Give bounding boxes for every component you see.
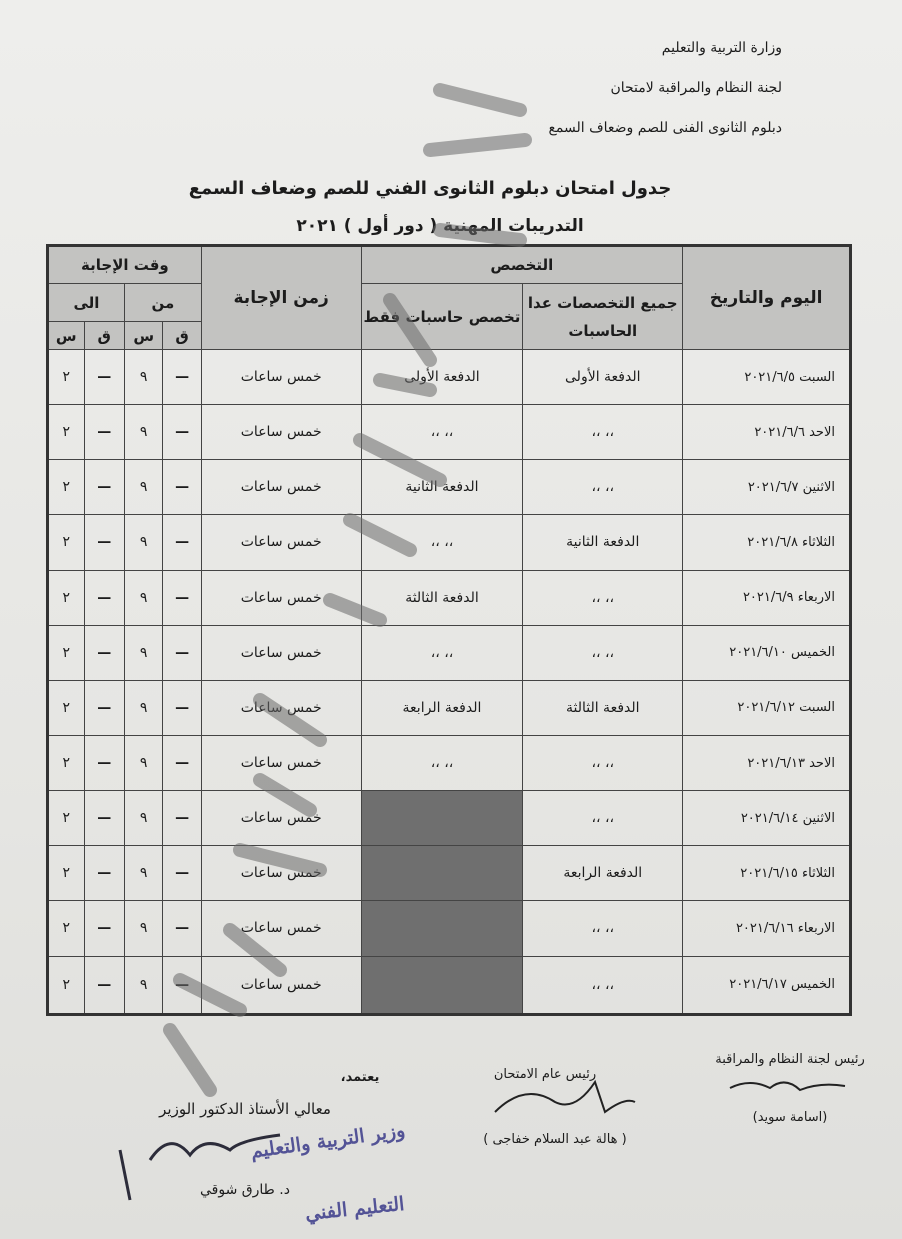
row-duration: خمس ساعات (201, 405, 361, 460)
row-all-specs: ،، ،، (523, 460, 683, 515)
table-row (48, 680, 851, 735)
table-row (48, 570, 851, 625)
row-to-s: ٢ (48, 680, 85, 735)
committee-head-title: رئيس لجنة النظام والمراقبة (715, 1052, 865, 1067)
row-to-q: — (84, 956, 124, 1014)
row-duration: خمس ساعات (201, 570, 361, 625)
row-computers: الدفعة الثالثة (361, 570, 523, 625)
row-from-s: ٩ (124, 460, 162, 515)
table-row (48, 460, 851, 515)
header-to-s: س (48, 322, 85, 350)
row-date: الثلاثاء ٢٠٢١/٦/١٥ (683, 846, 851, 901)
header-from-q: ق (163, 322, 201, 350)
row-all-specs: الدفعة الأولى (523, 350, 683, 405)
row-from-q: — (163, 460, 201, 515)
row-computers (361, 956, 523, 1014)
row-to-q: — (84, 460, 124, 515)
row-duration: خمس ساعات (201, 735, 361, 790)
row-to-q: — (84, 735, 124, 790)
row-all-specs: الدفعة الرابعة (523, 846, 683, 901)
exams-head-title: رئيس عام الامتحان (493, 1067, 597, 1082)
committee-name: لجنة النظام والمراقبة لامتحان (610, 80, 782, 96)
row-computers: ،، ،، (361, 405, 523, 460)
row-computers (361, 901, 523, 956)
table-row (48, 735, 851, 790)
header-day-date: اليوم والتاريخ (683, 246, 851, 350)
row-date: الخميس ٢٠٢١/٦/١٠ (683, 625, 851, 680)
row-duration: خمس ساعات (201, 901, 361, 956)
row-to-s: ٢ (48, 515, 85, 570)
table-row (48, 846, 851, 901)
row-date: الخميس ٢٠٢١/٦/١٧ (683, 956, 851, 1014)
row-to-s: ٢ (48, 625, 85, 680)
row-computers: الدفعة الثانية (361, 460, 523, 515)
table-row (48, 901, 851, 956)
row-date: الاثنين ٢٠٢١/٦/٧ (683, 460, 851, 515)
row-to-s: ٢ (48, 570, 85, 625)
minister-name: د. طارق شوقي (200, 1182, 290, 1198)
row-duration: خمس ساعات (201, 791, 361, 846)
row-date: الاربعاء ٢٠٢١/٦/١٦ (683, 901, 851, 956)
row-from-q: — (163, 350, 201, 405)
row-from-q: — (163, 405, 201, 460)
row-from-q: — (163, 515, 201, 570)
row-duration: خمس ساعات (201, 846, 361, 901)
committee-head-signature (730, 1082, 845, 1090)
header-all-specs: جميع التخصصات عدا الحاسبات (523, 284, 683, 350)
row-duration: خمس ساعات (201, 350, 361, 405)
row-from-q: — (163, 901, 201, 956)
row-from-s: ٩ (124, 956, 162, 1014)
exams-head-signature (495, 1082, 635, 1112)
table-row (48, 405, 851, 460)
row-from-q: — (163, 846, 201, 901)
row-duration: خمس ساعات (201, 680, 361, 735)
table-row (48, 956, 851, 1014)
row-to-q: — (84, 901, 124, 956)
row-from-s: ٩ (124, 405, 162, 460)
row-computers (361, 846, 523, 901)
row-to-q: — (84, 515, 124, 570)
row-date: الاحد ٢٠٢١/٦/٦ (683, 405, 851, 460)
row-to-q: — (84, 846, 124, 901)
header-duration: زمن الإجابة (201, 246, 361, 350)
diploma-name: دبلوم الثانوى الفنى للصم وضعاف السمع (548, 120, 782, 136)
row-from-q: — (163, 680, 201, 735)
row-all-specs: ،، ،، (523, 405, 683, 460)
row-date: الثلاثاء ٢٠٢١/٦/٨ (683, 515, 851, 570)
row-all-specs: الدفعة الثانية (523, 515, 683, 570)
row-all-specs: الدفعة الثالثة (523, 680, 683, 735)
row-date: السبت ٢٠٢١/٦/٥ (683, 350, 851, 405)
row-date: الاثنين ٢٠٢١/٦/١٤ (683, 791, 851, 846)
row-to-q: — (84, 791, 124, 846)
ministry-stamp-line2: التعليم الفني (304, 1192, 406, 1226)
row-to-s: ٢ (48, 956, 85, 1014)
row-to-s: ٢ (48, 735, 85, 790)
ministry-header (548, 28, 782, 148)
row-computers: ،، ،، (361, 735, 523, 790)
header-computers: تخصص حاسبات فقط (361, 284, 523, 350)
row-from-s: ٩ (124, 735, 162, 790)
row-duration: خمس ساعات (201, 956, 361, 1014)
exams-head-name: ( هالة عبد السلام خفاجى ) (483, 1132, 627, 1147)
row-date: الاحد ٢٠٢١/٦/١٣ (683, 735, 851, 790)
row-from-q: — (163, 625, 201, 680)
row-to-s: ٢ (48, 405, 85, 460)
row-to-q: — (84, 350, 124, 405)
row-to-s: ٢ (48, 846, 85, 901)
table-row (48, 350, 851, 405)
row-from-s: ٩ (124, 570, 162, 625)
row-from-q: — (163, 570, 201, 625)
row-from-s: ٩ (124, 625, 162, 680)
row-date: الاربعاء ٢٠٢١/٦/٩ (683, 570, 851, 625)
row-to-q: — (84, 680, 124, 735)
table-row (48, 791, 851, 846)
row-computers: ،، ،، (361, 515, 523, 570)
row-from-s: ٩ (124, 846, 162, 901)
row-all-specs: ،، ،، (523, 735, 683, 790)
row-all-specs: ،، ،، (523, 625, 683, 680)
row-all-specs: ،، ،، (523, 901, 683, 956)
committee-head-name: (اسامة سويد) (752, 1110, 828, 1125)
row-computers: الدفعة الرابعة (361, 680, 523, 735)
row-all-specs: ،، ،، (523, 791, 683, 846)
row-to-q: — (84, 405, 124, 460)
row-to-s: ٢ (48, 901, 85, 956)
row-computers (361, 791, 523, 846)
header-specialization: التخصص (361, 246, 683, 284)
approval-text: يعتمد، (340, 1070, 380, 1085)
row-duration: خمس ساعات (201, 515, 361, 570)
header-from: من (124, 284, 201, 322)
row-to-q: — (84, 570, 124, 625)
row-duration: خمس ساعات (201, 460, 361, 515)
row-from-q: — (163, 791, 201, 846)
row-from-q: — (163, 735, 201, 790)
ministry-name: وزارة التربية والتعليم (661, 40, 782, 56)
exam-schedule-table (46, 244, 852, 1016)
row-to-s: ٢ (48, 791, 85, 846)
row-from-s: ٩ (124, 901, 162, 956)
row-all-specs: ،، ،، (523, 570, 683, 625)
table-row (48, 515, 851, 570)
row-from-s: ٩ (124, 515, 162, 570)
row-from-s: ٩ (124, 680, 162, 735)
minister-title: معالي الأستاذ الدكتور الوزير (159, 1100, 331, 1118)
header-from-s: س (124, 322, 162, 350)
row-all-specs: ،، ،، (523, 956, 683, 1014)
row-to-s: ٢ (48, 460, 85, 515)
page-title: جدول امتحان دبلوم الثانوى الفني للصم وضعاف السمع (188, 178, 672, 199)
table-row (48, 625, 851, 680)
page-subtitle: التدريبات المهنية ( دور أول ) ٢٠٢١ (296, 216, 584, 236)
row-from-s: ٩ (124, 791, 162, 846)
row-date: السبت ٢٠٢١/٦/١٢ (683, 680, 851, 735)
header-to: الى (48, 284, 125, 322)
row-duration: خمس ساعات (201, 625, 361, 680)
row-from-s: ٩ (124, 350, 162, 405)
ministry-stamp-line1: وزير التربية والتعليم (249, 1119, 407, 1163)
row-to-q: — (84, 625, 124, 680)
row-computers: ،، ،، (361, 625, 523, 680)
row-from-q: — (163, 956, 201, 1014)
row-computers: الدفعة الأولى (361, 350, 523, 405)
row-to-s: ٢ (48, 350, 85, 405)
header-to-q: ق (84, 322, 124, 350)
header-answer-time: وقت الإجابة (48, 246, 202, 284)
